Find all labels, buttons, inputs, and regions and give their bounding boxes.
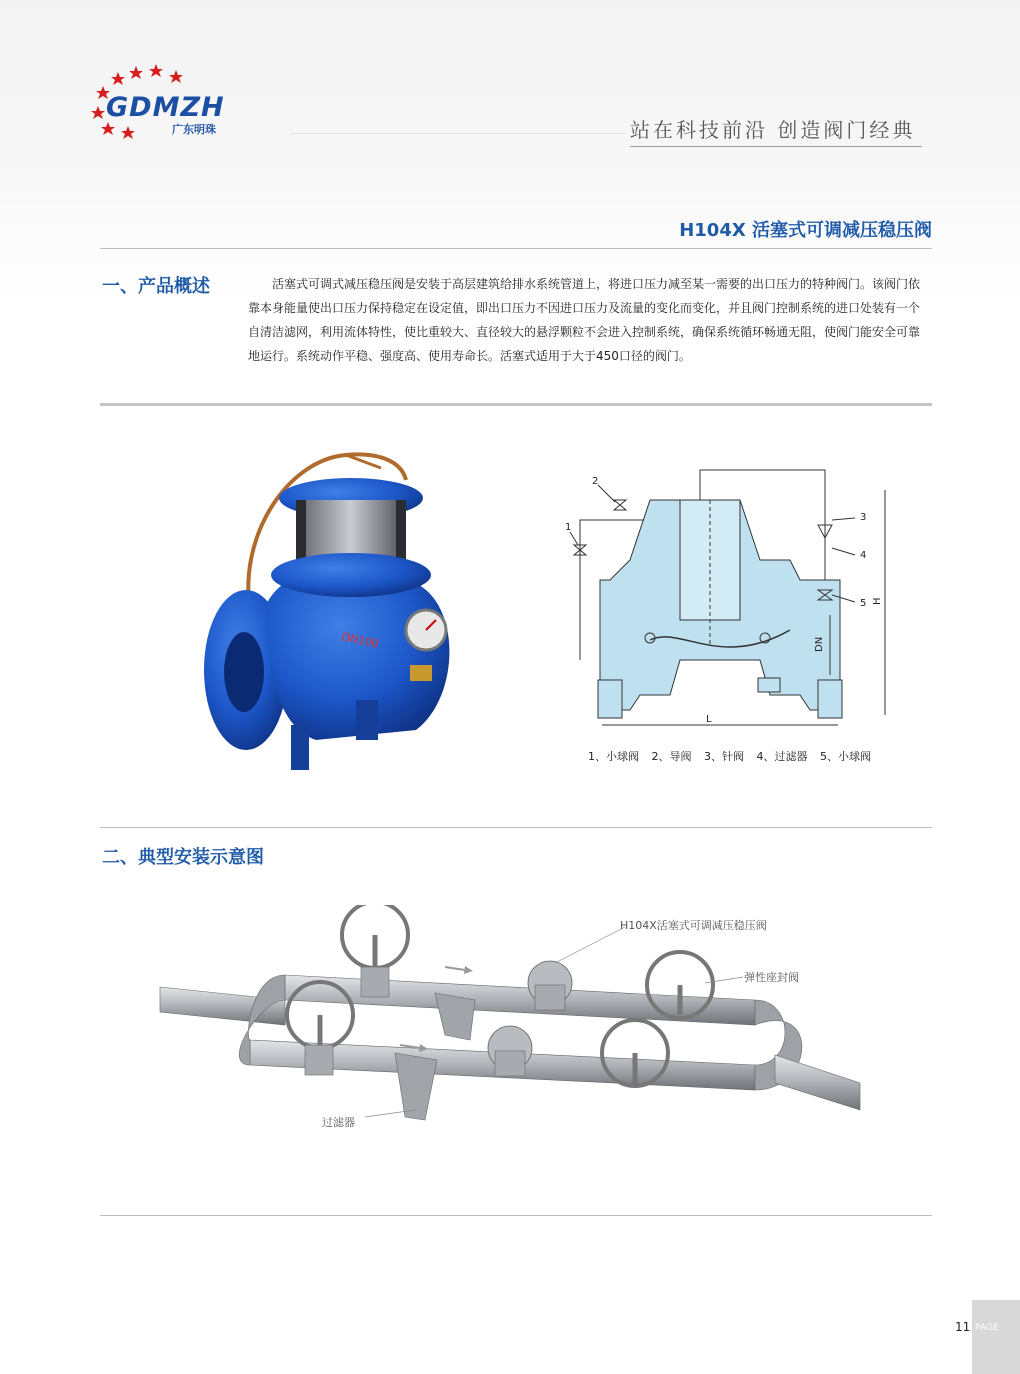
callout-4: 4 [860,550,867,561]
callout-3: 3 [860,512,867,523]
page-number: 11 [955,1320,971,1334]
legend-item: 2、导阀 [651,750,692,763]
page-label: PAGE [975,1323,999,1333]
legend-item: 3、针阀 [704,750,744,763]
drawing-divider [100,827,932,828]
section-heading-installation: 二、典型安装示意图 [102,847,264,868]
page-tab [972,1300,1020,1374]
slogan-underline [630,146,922,147]
legend-item: 4、过滤器 [756,750,808,763]
slogan: 站在科技前沿 创造阀门经典 [630,118,916,142]
overview-divider [100,403,932,406]
callout-5: 5 [860,598,867,609]
overview-paragraph: 活塞式可调式减压稳压阀是安装于高层建筑给排水系统管道上，将进口压力减至某一需要的出口压力的特种阀门。该阀门依靠本身能量使出口压力保持稳定在设定值，即出口压力不因进口压力及流量的变化而变化，并且阀门控制系统的进口处装有一个自清洁滤网，利用流体特性，使比重较大、直径较大的悬浮颗粒不会进入控制系统，确保系统循环畅通无阻，使阀门能安全可靠地运行。系统动作平稳、强度高、使用寿命长。活塞式适用于大于450口径的阀门。 [248,277,921,363]
dimension-l: L [706,714,712,725]
callout-filter: 过滤器 [322,1116,355,1129]
callout-gate-valve: 弹性座封阀 [744,971,799,984]
drawing-legend [588,748,880,764]
brand-logo-subtitle: 广东明珠 [172,123,216,136]
header-divider [290,133,626,134]
valve-marking: DN100 [340,630,380,651]
section-heading-overview: 一、产品概述 [102,276,210,297]
callout-prv: H104X活塞式可调减压稳压阀 [620,919,767,932]
valve-technical-drawing [560,460,900,745]
dimension-dn: DN [814,636,825,652]
legend-item: 1、小球阀 [588,750,639,763]
product-title: H104X 活塞式可调减压稳压阀 [679,220,932,241]
legend-item: 5、小球阀 [820,750,871,763]
brand-logo-text: GDMZH [106,92,225,123]
callout-2: 2 [592,476,599,487]
callout-1: 1 [565,522,572,533]
installation-divider [100,1215,932,1216]
valve-product-photo [196,440,466,780]
title-divider [100,248,932,249]
header-background [0,0,1020,300]
dimension-h: H [872,597,883,605]
installation-diagram [155,905,875,1155]
